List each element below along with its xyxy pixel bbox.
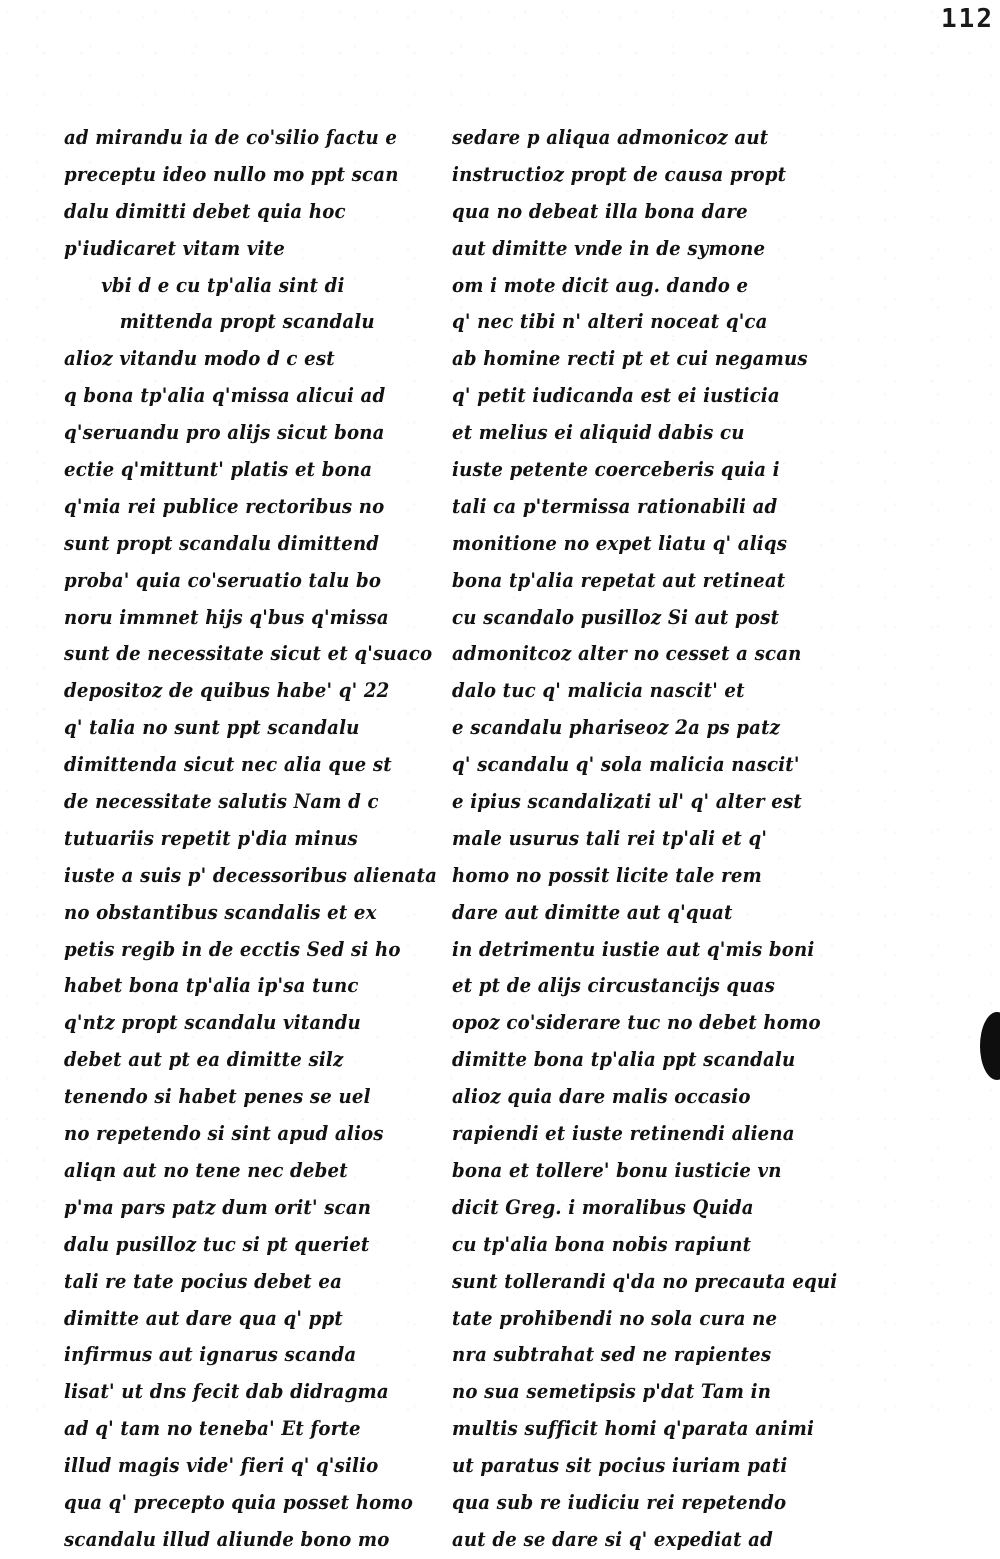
text-line: in detrimentu iustie aut q'mis boni — [452, 937, 815, 961]
text-line: de necessitate salutis Nam d c — [64, 790, 379, 814]
text-line: noru immnet hijs q'bus q'missa — [64, 605, 389, 629]
text-line: mittenda propt scandalu — [119, 310, 375, 334]
text-line: dimitte bona tp'alia ppt scandalu — [452, 1048, 796, 1072]
text-line: opoz co'siderare tuc no debet homo — [452, 1011, 821, 1035]
text-line: q' petit iudicanda est ei iusticia — [452, 384, 780, 408]
text-line: p'ma pars patz dum orit' scan — [64, 1195, 372, 1219]
text-line: ad q' tam no teneba' Et forte — [64, 1417, 361, 1441]
text-line: admonitcoz alter no cesset a scan — [452, 642, 802, 666]
text-line: sunt propt scandalu dimittend — [64, 531, 380, 555]
left-text-column — [64, 120, 438, 1559]
text-line: om i mote dicit aug. dando e — [452, 273, 749, 297]
text-line: sedare p aliqua admonicoz aut — [452, 126, 769, 149]
text-line: e ipius scandalizati ul' q' alter est — [452, 790, 802, 814]
text-line: dimitte aut dare qua q' ppt — [64, 1306, 343, 1330]
text-line: lisat' ut dns fecit dab didragma — [64, 1380, 389, 1404]
text-line: q bona tp'alia q'missa alicui ad — [64, 384, 386, 408]
text-line: scandalu illud aliunde bono mo — [64, 1527, 390, 1551]
text-line: q'seruandu pro alijs sicut bona — [64, 421, 385, 445]
text-line: aut de se dare si q' expediat ad — [452, 1527, 773, 1551]
text-line: iuste a suis p' decessoribus alienata — [64, 863, 438, 887]
text-line: e scandalu phariseoz 2a ps patz — [452, 716, 781, 740]
ink-blot — [980, 1012, 1000, 1080]
text-line: rapiendi et iuste retinendi aliena — [452, 1122, 795, 1146]
right-text-column — [452, 120, 838, 1559]
text-line: no sua semetipsis p'dat Tam in — [452, 1380, 772, 1404]
text-line: p'iudicaret vitam vite — [64, 236, 285, 260]
text-line: ad mirandu ia de co'silio factu e — [64, 126, 398, 149]
text-line: monitione no expet liatu q' aliqs — [452, 531, 788, 555]
text-line: illud magis vide' fieri q' q'silio — [64, 1454, 379, 1478]
text-line: dicit Greg. i moralibus Quida — [452, 1195, 754, 1219]
text-line: debet aut pt ea dimitte silz — [64, 1048, 344, 1072]
text-line: aliqn aut no tene nec debet — [64, 1158, 348, 1182]
text-line: qua q' precepto quia posset homo — [64, 1490, 414, 1514]
text-line: tali re tate pocius debet ea — [64, 1269, 343, 1293]
text-line: q' nec tibi n' alteri noceat q'ca — [452, 310, 768, 334]
text-line: male usurus tali rei tp'ali et q' — [452, 826, 768, 850]
text-line: alioz quia dare malis occasio — [452, 1085, 751, 1109]
text-line: petis regib in de ecctis Sed si ho — [64, 937, 401, 961]
text-line: habet bona tp'alia ip'sa tunc — [64, 974, 359, 998]
text-line: iuste petente coerceberis quia i — [452, 458, 780, 482]
text-line: q' talia no sunt ppt scandalu — [64, 716, 360, 740]
text-line: dalu dimitti debet quia hoc — [64, 199, 346, 223]
text-line: multis sufficit homi q'parata animi — [452, 1417, 815, 1441]
text-line: tenendo si habet penes se uel — [64, 1085, 371, 1109]
text-line: dalu pusilloz tuc si pt queriet — [64, 1232, 370, 1256]
text-line: sunt tollerandi q'da no precauta equi — [452, 1269, 838, 1293]
text-line: vbi d e cu tp'alia sint di — [101, 273, 345, 297]
text-line: ut paratus sit pocius iuriam pati — [452, 1454, 788, 1478]
text-line: qua sub re iudiciu rei repetendo — [452, 1490, 787, 1514]
text-line: aut dimitte vnde in de symone — [452, 236, 766, 260]
folio-number: 112 — [941, 4, 994, 34]
text-line: infirmus aut ignarus scanda — [64, 1343, 357, 1367]
text-line: ectie q'mittunt' platis et bona — [64, 458, 373, 482]
text-line: cu tp'alia bona nobis rapiunt — [452, 1232, 752, 1256]
text-line: tutuariis repetit p'dia minus — [64, 826, 358, 850]
text-line: bona tp'alia repetat aut retineat — [452, 568, 786, 592]
text-line: ab homine recti pt et cui negamus — [452, 347, 808, 371]
text-line: q'mia rei publice rectoribus no — [64, 494, 385, 518]
text-line: et pt de alijs circustancijs quas — [452, 974, 775, 998]
text-line: no repetendo si sint apud alios — [64, 1122, 384, 1146]
text-line: qua no debeat illa bona dare — [452, 199, 748, 223]
text-line: nra subtrahat sed ne rapientes — [452, 1343, 772, 1367]
text-line: tali ca p'termissa rationabili ad — [452, 494, 778, 518]
text-line: dimittenda sicut nec alia que st — [64, 753, 392, 777]
text-line: depositoz de quibus habe' q' 22 — [64, 679, 390, 703]
text-line: et melius ei aliquid dabis cu — [452, 421, 745, 445]
text-line: proba' quia co'seruatio talu bo — [64, 568, 382, 592]
text-line: q' scandalu q' sola malicia nascit' — [452, 753, 800, 777]
text-line: dalo tuc q' malicia nascit' et — [452, 679, 745, 703]
text-line: homo no possit licite tale rem — [452, 863, 762, 887]
text-line: cu scandalo pusilloz Si aut post — [452, 605, 780, 629]
text-line: no obstantibus scandalis et ex — [64, 900, 377, 924]
text-line: q'ntz propt scandalu vitandu — [64, 1011, 361, 1035]
text-line: instructioz propt de causa propt — [452, 162, 787, 186]
text-line: alioz vitandu modo d c est — [64, 347, 335, 371]
text-line: bona et tollere' bonu iusticie vn — [452, 1158, 782, 1182]
text-line: sunt de necessitate sicut et q'suaco — [64, 642, 433, 666]
text-line: preceptu ideo nullo mo ppt scan — [64, 162, 399, 186]
text-line: tate prohibendi no sola cura ne — [452, 1306, 778, 1330]
text-line: dare aut dimitte aut q'quat — [452, 900, 733, 924]
